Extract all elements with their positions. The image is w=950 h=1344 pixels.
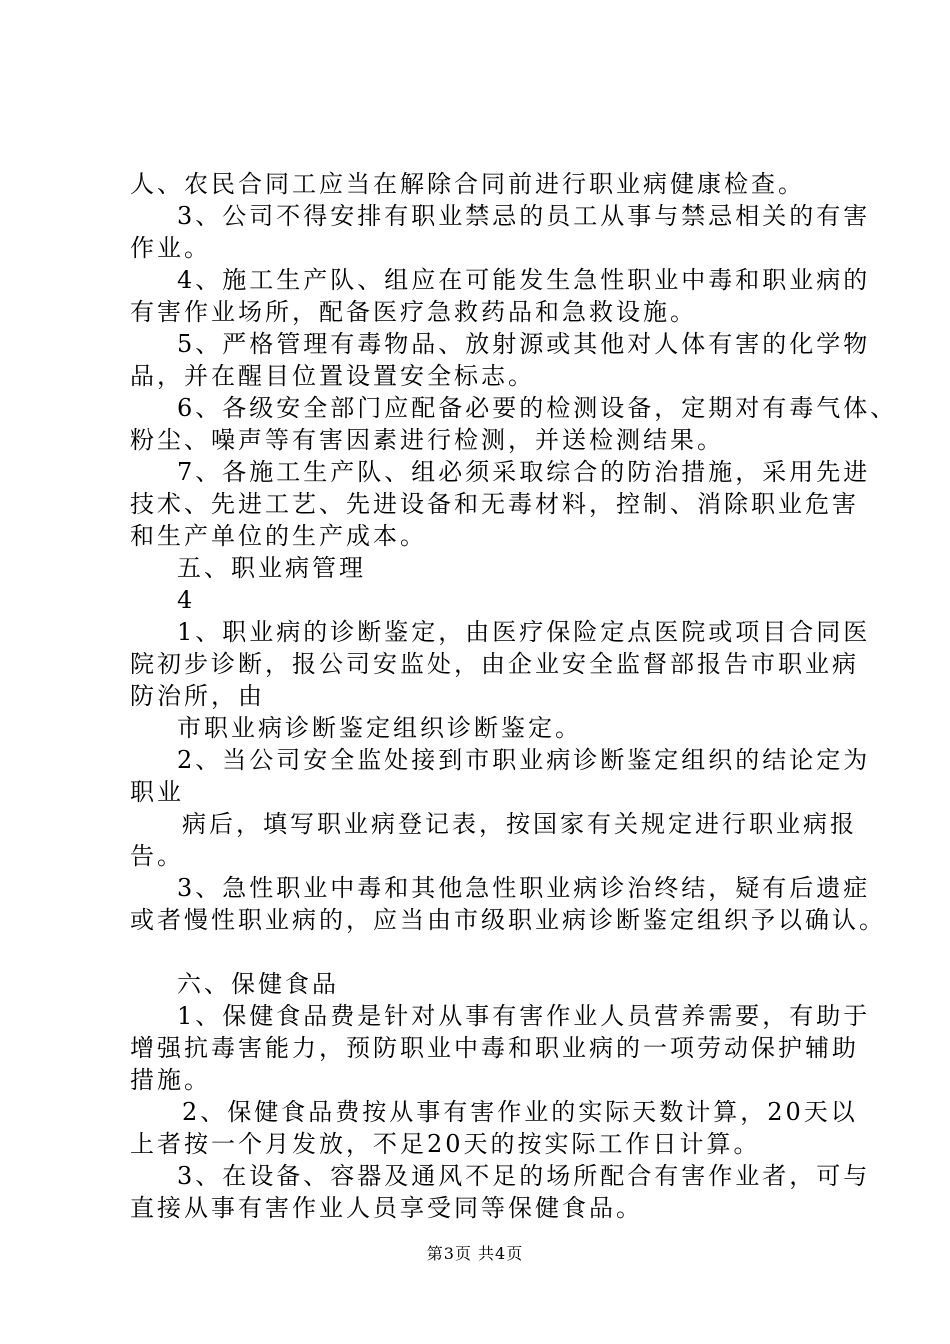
section-heading: 六、保健食品 [177, 970, 339, 998]
text-line: 1、保健食品费是针对从事有害作业人员营养需要，有助于 [177, 1002, 871, 1030]
text-line: 2、保健食品费按从事有害作业的实际天数计算，20天以 [182, 1098, 858, 1126]
text-line: 有害作业场所，配备医疗急救药品和急救设施。 [130, 298, 697, 326]
text-line: 增强抗毒害能力，预防职业中毒和职业病的一项劳动保护辅助 [130, 1034, 859, 1062]
text-line: 直接从事有害作业人员享受同等保健食品。 [130, 1194, 643, 1222]
text-line: 病后，填写职业病登记表，按国家有关规定进行职业病报 [182, 810, 857, 838]
text-line: 告。 [130, 842, 184, 870]
document-body [130, 168, 898, 1224]
text-line: 4、施工生产队、组应在可能发生急性职业中毒和职业病的 [177, 266, 871, 294]
text-line: 3、急性职业中毒和其他急性职业病诊治终结，疑有后遗症 [177, 874, 871, 902]
text-line: 防治所，由 [130, 682, 265, 710]
text-line: 人、农民合同工应当在解除合同前进行职业病健康检查。 [130, 170, 805, 198]
text-line: 或者慢性职业病的，应当由市级职业病诊断鉴定组织予以确认。 [130, 906, 886, 934]
text-line: 6、各级安全部门应配备必要的检测设备，定期对有毒气体、 [177, 394, 898, 422]
text-line: 3、在设备、容器及通风不足的场所配合有害作业者，可与 [177, 1162, 871, 1190]
text-line: 措施。 [130, 1066, 211, 1094]
text-line: 技术、先进工艺、先进设备和无毒材料，控制、消除职业危害 [130, 490, 859, 518]
text-line: 职业 [130, 778, 184, 806]
text-line: 3、公司不得安排有职业禁忌的员工从事与禁忌相关的有害 [177, 202, 871, 230]
text-line: 1、职业病的诊断鉴定，由医疗保险定点医院或项目合同医 [177, 618, 871, 646]
text-line: 2、当公司安全监处接到市职业病诊断鉴定组织的结论定为 [177, 746, 871, 774]
text-line: 和生产单位的生产成本。 [130, 522, 427, 550]
text-line: 品，并在醒目位置设置安全标志。 [130, 362, 535, 390]
text-line: 7、各施工生产队、组必须采取综合的防治措施，采用先进 [177, 458, 871, 486]
blank-line [130, 936, 830, 968]
text-line: 院初步诊断，报公司安监处，由企业安全监督部报告市职业病 [130, 650, 859, 678]
text-line: 5、严格管理有毒物品、放射源或其他对人体有害的化学物 [177, 330, 871, 358]
page-footer: 第3页 共4页 [426, 1244, 524, 1263]
text-line: 粉尘、噪声等有害因素进行检测，并送检测结果。 [130, 426, 724, 454]
section-heading: 五、职业病管理 [177, 554, 366, 582]
text-line: 上者按一个月发放，不足20天的按实际工作日计算。 [130, 1130, 761, 1158]
text-line: 4 [177, 586, 196, 614]
text-line: 市职业病诊断鉴定组织诊断鉴定。 [177, 714, 582, 742]
text-line: 作业。 [130, 234, 211, 262]
